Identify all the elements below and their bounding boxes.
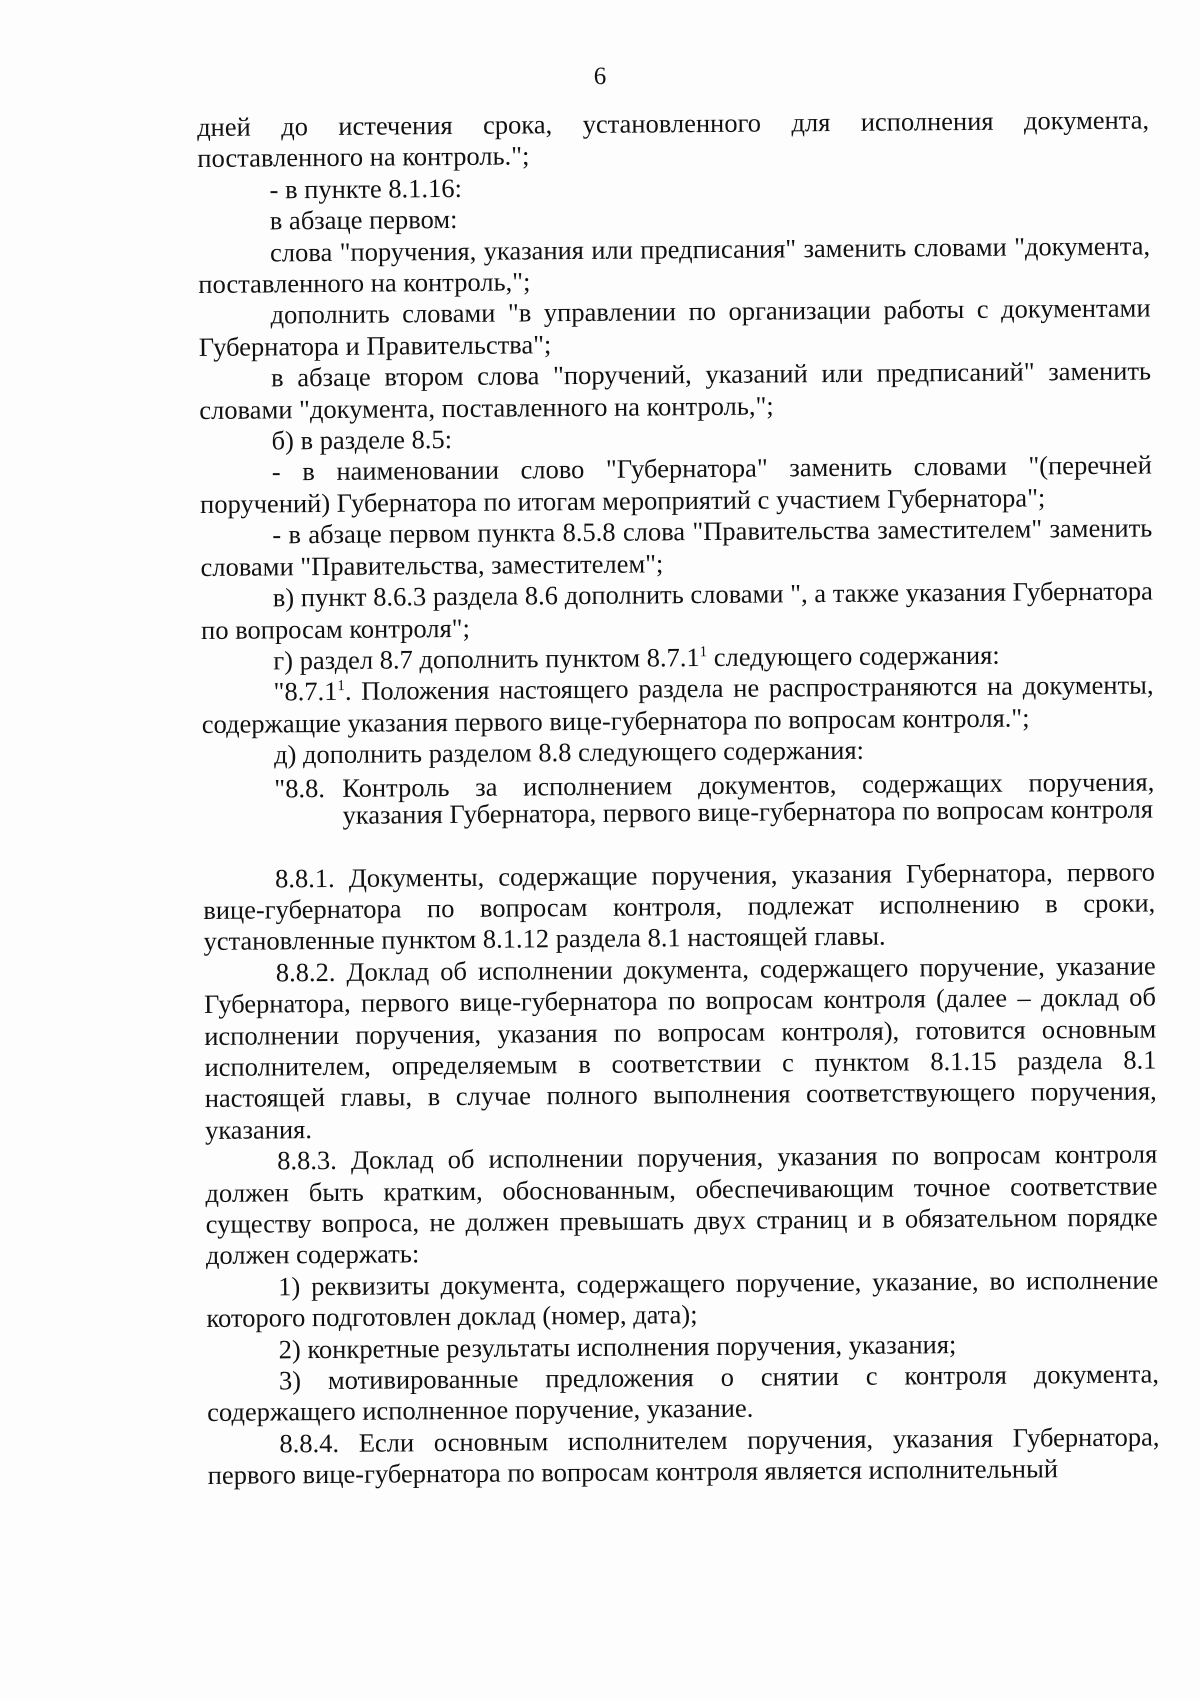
paragraph: дней до истечения срока, установленного для исполнения документа, поставленного на контроль."; <box>197 104 1150 174</box>
paragraph: 8.8.2. Доклад об исполнении документа, содержащего поручение, указание Губернатора, первого вице-губернатора по вопросам контроля (далее – доклад об исполнении поручения, указания по вопросам контроля), готовится основным исполнителем, определяемым в соответствии с пунктом 8.1.15 раздела 8.1 настоящей главы, в случае полного выполнения соответствующего поручения, указания. <box>203 950 1157 1145</box>
paragraph-text: следующего содержания: <box>707 639 1000 672</box>
section-heading-text: Контроль за исполнением документов, содержащих поручения, указания Губернатора, первого вице-губернатора по вопросам контроля <box>342 766 1155 830</box>
paragraph: в абзаце втором слова "поручений, указаний или предписаний" заменить словами "документа, поставленного на контроль,"; <box>199 355 1152 425</box>
paragraph: 3) мотивированные предложения о снятии с контроля документа, содержащего исполненное поручение, указание. <box>207 1358 1160 1428</box>
page-number: 6 <box>593 63 607 90</box>
paragraph: - в пункте 8.1.16: <box>269 172 463 205</box>
paragraph: д) дополнить разделом 8.8 следующего содержания: <box>273 734 865 770</box>
paragraph: б) в разделе 8.5: <box>271 424 453 456</box>
paragraph: дополнить словами "в управлении по организации работы с документами Губернатора и Правительства"; <box>198 292 1151 362</box>
paragraph: 8.8.4. Если основным исполнителем поручения, указания Губернатора, первого вице-губернатора по вопросам контроля является исполнительный <box>207 1421 1160 1491</box>
document-body <box>197 105 1160 1492</box>
paragraph: - в наименовании слово "Губернатора" заменить словами "(перечней поручений) Губернатора по итогам мероприятий с участием Губернатора"; <box>199 449 1152 519</box>
paragraph-text: "8.7.1 <box>273 676 338 707</box>
paragraph-text: г) раздел 8.7 дополнить пунктом 8.7.1 <box>273 641 700 676</box>
paragraph: 2) конкретные результаты исполнения поручения, указания; <box>278 1328 957 1365</box>
paragraph: 8.8.3. Доклад об исполнении поручения, указания по вопросам контроля должен быть кратким, обоснованным, обеспечивающим точное соответствие существу вопроса, не должен превышать двух страниц и в обязательном порядке должен содержать: <box>205 1138 1158 1271</box>
paragraph: в) пункт 8.6.3 раздела 8.6 дополнить словами ", а также указания Губернатора по вопросам контроля"; <box>200 575 1153 645</box>
paragraph: - в абзаце первом пункта 8.5.8 слова "Правительства заместителем" заменить словами "Правительства, заместителем"; <box>200 512 1153 582</box>
paragraph: 8.8.1. Документы, содержащие поручения, указания Губернатора, первого вице-губернатора по вопросам контроля, подлежат исполнению в сроки, установленные пунктом 8.1.12 раздела 8.1 настоящей главы. <box>203 856 1156 957</box>
paragraph-text: . Положения настоящего раздела не распространяются на документы, содержащие указания первого вице-губернатора по вопросам контроля."; <box>201 669 1154 739</box>
paragraph: 1) реквизиты документа, содержащего поручение, указание, во исполнение которого подготовлен доклад (номер, дата); <box>206 1264 1159 1334</box>
superscript: 1 <box>699 644 708 661</box>
paragraph: слова "поручения, указания или предписания" заменить словами "документа, поставленного на контроль,"; <box>198 230 1151 300</box>
paragraph: в абзаце первом: <box>269 204 458 236</box>
paragraph <box>201 670 1153 740</box>
superscript: 1 <box>337 678 345 695</box>
section-heading <box>202 768 1154 829</box>
section-heading-number: "8.8. <box>274 772 326 803</box>
